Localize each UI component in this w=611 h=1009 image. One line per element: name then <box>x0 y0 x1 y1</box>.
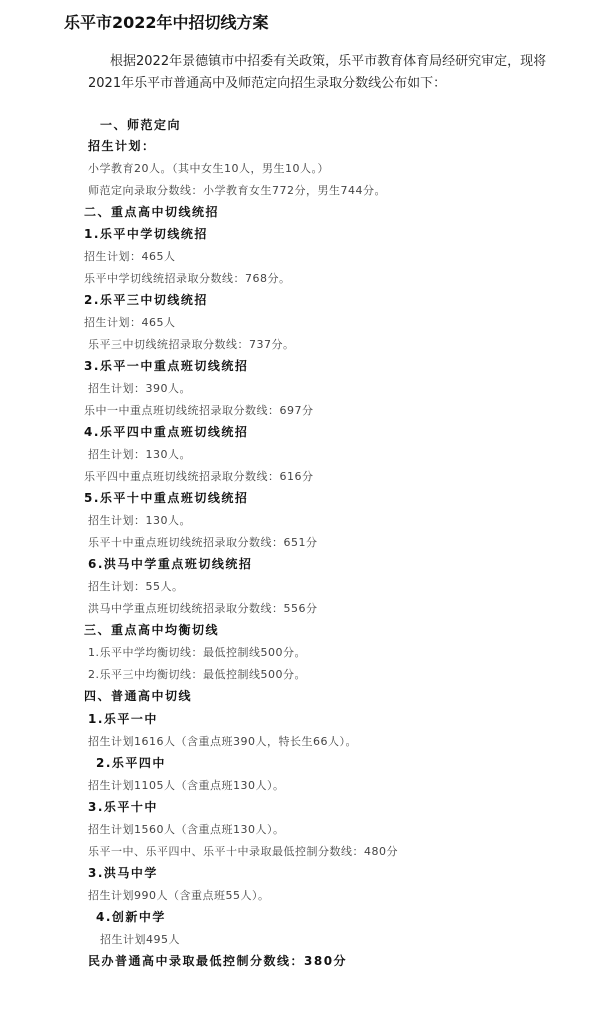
text-line: 招生计划：390人。 <box>88 382 191 395</box>
subheading-school: 4.创新中学 <box>96 910 166 924</box>
section-heading-normal-school: 一、师范定向 <box>100 118 182 132</box>
text-line: 乐平十中重点班切线统招录取分数线：651分 <box>88 536 318 549</box>
subheading-school: 1.乐平一中 <box>88 712 158 726</box>
text-line: 招生计划1560人（含重点班130人）。 <box>88 823 285 836</box>
private-school-cutoff-line: 民办普通高中录取最低控制分数线：380分 <box>88 954 348 968</box>
subheading-school: 5.乐平十中重点班切线统招 <box>84 491 249 505</box>
subheading-school: 1.乐平中学切线统招 <box>84 227 208 241</box>
subheading-school: 3.乐平一中重点班切线统招 <box>84 359 249 373</box>
text-line: 2.乐平三中均衡切线：最低控制线500分。 <box>88 668 306 681</box>
text-line: 招生计划：465人 <box>84 250 176 263</box>
text-line: 招生计划1105人（含重点班130人）。 <box>88 779 285 792</box>
text-line: 招生计划1616人（含重点班390人，特长生66人）。 <box>88 735 357 748</box>
text-line: 师范定向录取分数线：小学教育女生772分，男生744分。 <box>88 184 386 197</box>
subheading-school: 3.乐平十中 <box>88 800 158 814</box>
section-heading-key-high-school: 二、重点高中切线统招 <box>84 205 220 219</box>
subheading-school: 2.乐平三中切线统招 <box>84 293 208 307</box>
intro-paragraph-line-1: 根据2022年景德镇市中招委有关政策，乐平市教育体育局经研究审定，现将 <box>110 54 547 69</box>
subheading-school: 6.洪马中学重点班切线统招 <box>88 557 253 571</box>
text-line: 乐平三中切线统招录取分数线：737分。 <box>88 338 295 351</box>
subheading-enrollment-plan: 招生计划： <box>88 139 156 153</box>
text-line: 招生计划：55人。 <box>88 580 184 593</box>
text-line: 乐平四中重点班切线统招录取分数线：616分 <box>84 470 314 483</box>
section-heading-ordinary-high-school: 四、普通高中切线 <box>84 689 193 703</box>
text-line: 乐平中学切线统招录取分数线：768分。 <box>84 272 291 285</box>
text-line: 招生计划：130人。 <box>88 448 191 461</box>
subheading-school: 3.洪马中学 <box>88 866 158 880</box>
text-line: 招生计划990人（含重点班55人）。 <box>88 889 270 902</box>
text-line: 小学教育20人。（其中女生10人，男生10人。） <box>88 162 329 175</box>
text-line: 招生计划495人 <box>100 933 180 946</box>
text-line: 招生计划：465人 <box>84 316 176 329</box>
intro-paragraph-line-2: 2021年乐平市普通高中及师范定向招生录取分数线公布如下： <box>88 76 447 91</box>
subheading-school: 4.乐平四中重点班切线统招 <box>84 425 249 439</box>
text-line: 1.乐平中学均衡切线：最低控制线500分。 <box>88 646 306 659</box>
text-line: 招生计划：130人。 <box>88 514 191 527</box>
section-heading-balanced-cutoff: 三、重点高中均衡切线 <box>84 623 220 637</box>
text-line: 洪马中学重点班切线统招录取分数线：556分 <box>88 602 318 615</box>
text-line: 乐平一中、乐平四中、乐平十中录取最低控制分数线：480分 <box>88 845 398 858</box>
page-title: 乐平市2022年中招切线方案 <box>64 13 269 32</box>
subheading-school: 2.乐平四中 <box>96 756 166 770</box>
text-line: 乐中一中重点班切线统招录取分数线：697分 <box>84 404 314 417</box>
